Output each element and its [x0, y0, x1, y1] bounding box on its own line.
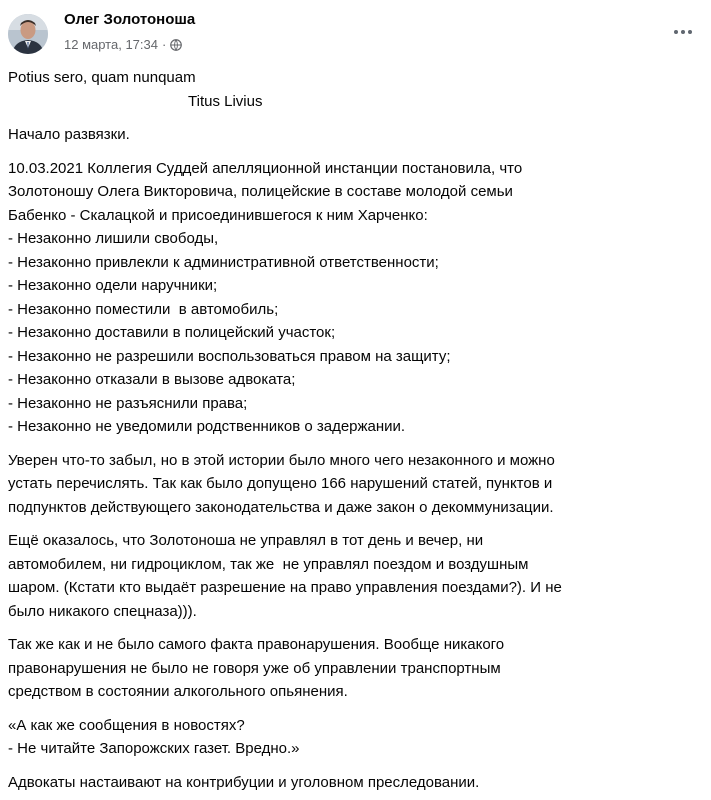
post-header	[0, 0, 711, 66]
text-line: устать перечислять. Так как было допущено 166 нарушений статей, пунктов и	[8, 475, 553, 492]
text-line: правонарушения не было не говоря уже об управлении транспортным	[8, 659, 501, 677]
text-line: средством в состоянии алкогольного опьянения.	[8, 683, 348, 700]
text-line: подпунктов действующего законодательства и даже закон о декоммунизации.	[8, 498, 554, 516]
text-line: Золотоношу Олега Викторовича, полицейские в составе молодой семьи	[8, 183, 513, 200]
meta-separator: ·	[161, 37, 167, 52]
list-item: - Незаконно привлекли к административной ответственности;	[8, 253, 439, 271]
more-options-icon[interactable]	[671, 20, 695, 44]
avatar-image	[8, 14, 48, 54]
avatar[interactable]	[8, 14, 48, 54]
list-item: - Незаконно одели наручники;	[8, 277, 218, 294]
post-date-link[interactable]: 12 марта, 17:34	[64, 37, 158, 52]
list-item: - Незаконно поместили в автомобиль;	[8, 300, 279, 318]
text-line: шаром. (Кстати кто выдаёт разрешение на право управления поездами?). И не	[8, 579, 562, 596]
text-line: Так же как и не было самого факта правонарушения. Вообще никакого	[8, 636, 505, 653]
list-item: - Незаконно доставили в полицейский участок;	[8, 324, 336, 341]
globe-icon[interactable]	[170, 39, 182, 51]
text-line: - Не читайте Запорожских газет. Вредно.»	[8, 740, 300, 757]
paragraph-no-offense	[8, 633, 703, 704]
text-line: Уверен что-то забыл, но в этой истории было много чего незаконного и можно	[8, 451, 555, 469]
epigraph-author: Titus Livius	[188, 92, 263, 110]
paragraph-forgot	[8, 449, 703, 520]
text-line: Бабенко - Скалацкой и присоединившегося к ним Харченко:	[8, 206, 428, 224]
paragraph-intro: Начало развязки.	[8, 126, 130, 143]
paragraph-lawyers: Адвокаты настаивают на контрибуции и уголовном преследовании.	[8, 773, 480, 791]
paragraph-not-driving	[8, 529, 703, 623]
list-item: - Незаконно не уведомили родственников о задержании.	[8, 418, 406, 435]
epigraph-quote: Potius sero, quam nunquam	[8, 69, 196, 86]
text-line: «А как же сообщения в новостях?	[8, 716, 245, 734]
post-meta	[64, 37, 182, 52]
text-line: было никакого спецназа))).	[8, 602, 197, 620]
list-item: - Незаконно не разрешили воспользоваться правом на защиту;	[8, 347, 451, 365]
post-text	[8, 66, 703, 794]
text-line: автомобилем, ни гидроциклом, так же не управлял поездом и воздушным	[8, 555, 529, 573]
list-item: - Незаконно лишили свободы,	[8, 230, 219, 247]
list-item: - Незаконно отказали в вызове адвоката;	[8, 371, 296, 388]
author-name-link[interactable]: Олег Золотоноша	[64, 11, 196, 28]
paragraph-quote	[8, 714, 703, 761]
paragraph-ruling	[8, 157, 703, 439]
list-item: - Незаконно не разъяснили права;	[8, 394, 248, 412]
text-line: 10.03.2021 Коллегия Суддей апелляционной инстанции постановила, что	[8, 159, 523, 177]
text-line: Ещё оказалось, что Золотоноша не управлял в тот день и вечер, ни	[8, 532, 484, 549]
